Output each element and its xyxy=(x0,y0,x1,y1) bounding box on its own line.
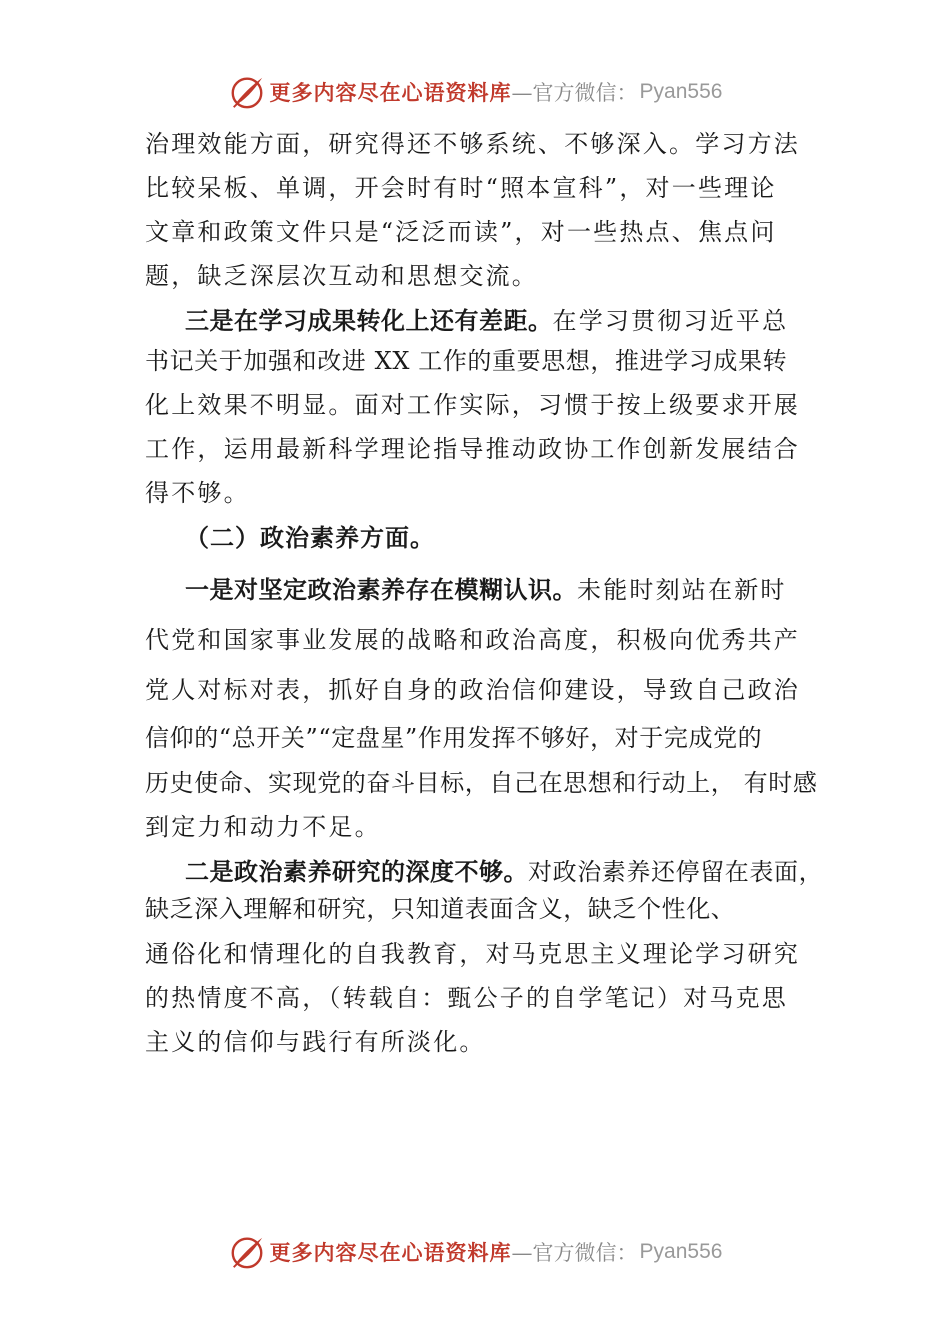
footer-wechat-label: —官方微信： xyxy=(511,1241,638,1265)
text-line: 书记关于加强和改进 XX 工作的重要思想，推进学习成果转 xyxy=(145,347,788,375)
header-wechat-label: —官方微信： xyxy=(511,81,638,105)
text-line: 通俗化和情理化的自我教育，对马克思主义理论学习研究 xyxy=(145,940,800,968)
text-line: 治理效能方面，研究得还不够系统、不够深入。学习方法 xyxy=(145,130,800,158)
footer-slogan: 更多内容尽在心语资料库 xyxy=(269,1240,512,1265)
paragraph-heading: 一是对坚定政治素养存在模糊认识。 xyxy=(185,576,577,604)
section-heading: （二）政治素养方面。 xyxy=(185,524,435,552)
text-line: 化上效果不明显。面对工作实际，习惯于按上级要求开展 xyxy=(145,391,800,419)
text-line: 党人对标对表，抓好自身的政治信仰建设，导致自己政治 xyxy=(145,676,800,704)
text-line: 文章和政策文件只是“泛泛而读”，对一些热点、焦点问 xyxy=(145,218,777,246)
text-line: 代党和国家事业发展的战略和政治高度，积极向优秀共产 xyxy=(145,626,800,654)
feather-pen-logo-icon xyxy=(228,73,266,111)
text-line: 得不够。 xyxy=(145,479,250,507)
text-line: 历史使命、实现党的奋斗目标，自己在思想和行动上， 有时感 xyxy=(145,769,818,797)
text-line: 题，缺乏深层次互动和思想交流。 xyxy=(145,262,538,290)
text-line: 比较呆板、单调，开会时有时“照本宣科”，对一些理论 xyxy=(145,174,777,202)
text-line xyxy=(185,305,788,337)
header-wechat-id: Pyan556 xyxy=(639,80,723,103)
header-banner xyxy=(0,72,950,112)
text-line xyxy=(185,856,823,888)
feather-pen-logo-icon xyxy=(228,1233,266,1271)
text-span: 在学习贯彻习近平总 xyxy=(552,307,789,335)
paragraph-heading: 二是政治素养研究的深度不够。 xyxy=(185,858,528,886)
text-line: 缺乏深入理解和研究，只知道表面含义，缺乏个性化、 xyxy=(145,895,736,923)
paragraph-heading: 三是在学习成果转化上还有差距。 xyxy=(185,307,553,335)
text-line: 工作，运用最新科学理论指导推动政协工作创新发展结合 xyxy=(145,435,800,463)
footer-wechat-id: Pyan556 xyxy=(639,1240,723,1263)
text-span: 对政治素养还停留在表面， xyxy=(528,858,824,886)
text-line: 到定力和动力不足。 xyxy=(145,813,381,841)
text-line xyxy=(185,574,787,606)
header-slogan: 更多内容尽在心语资料库 xyxy=(269,80,512,105)
text-line: 主义的信仰与践行有所淡化。 xyxy=(145,1028,486,1056)
text-line: 的热情度不高，（转载自：甄公子的自学笔记）对马克思 xyxy=(145,984,788,1012)
footer-banner xyxy=(0,1232,950,1272)
text-span: 未能时刻站在新时 xyxy=(577,576,787,604)
text-line: 信仰的“总开关”“定盘星”作用发挥不够好，对于完成党的 xyxy=(145,724,763,752)
